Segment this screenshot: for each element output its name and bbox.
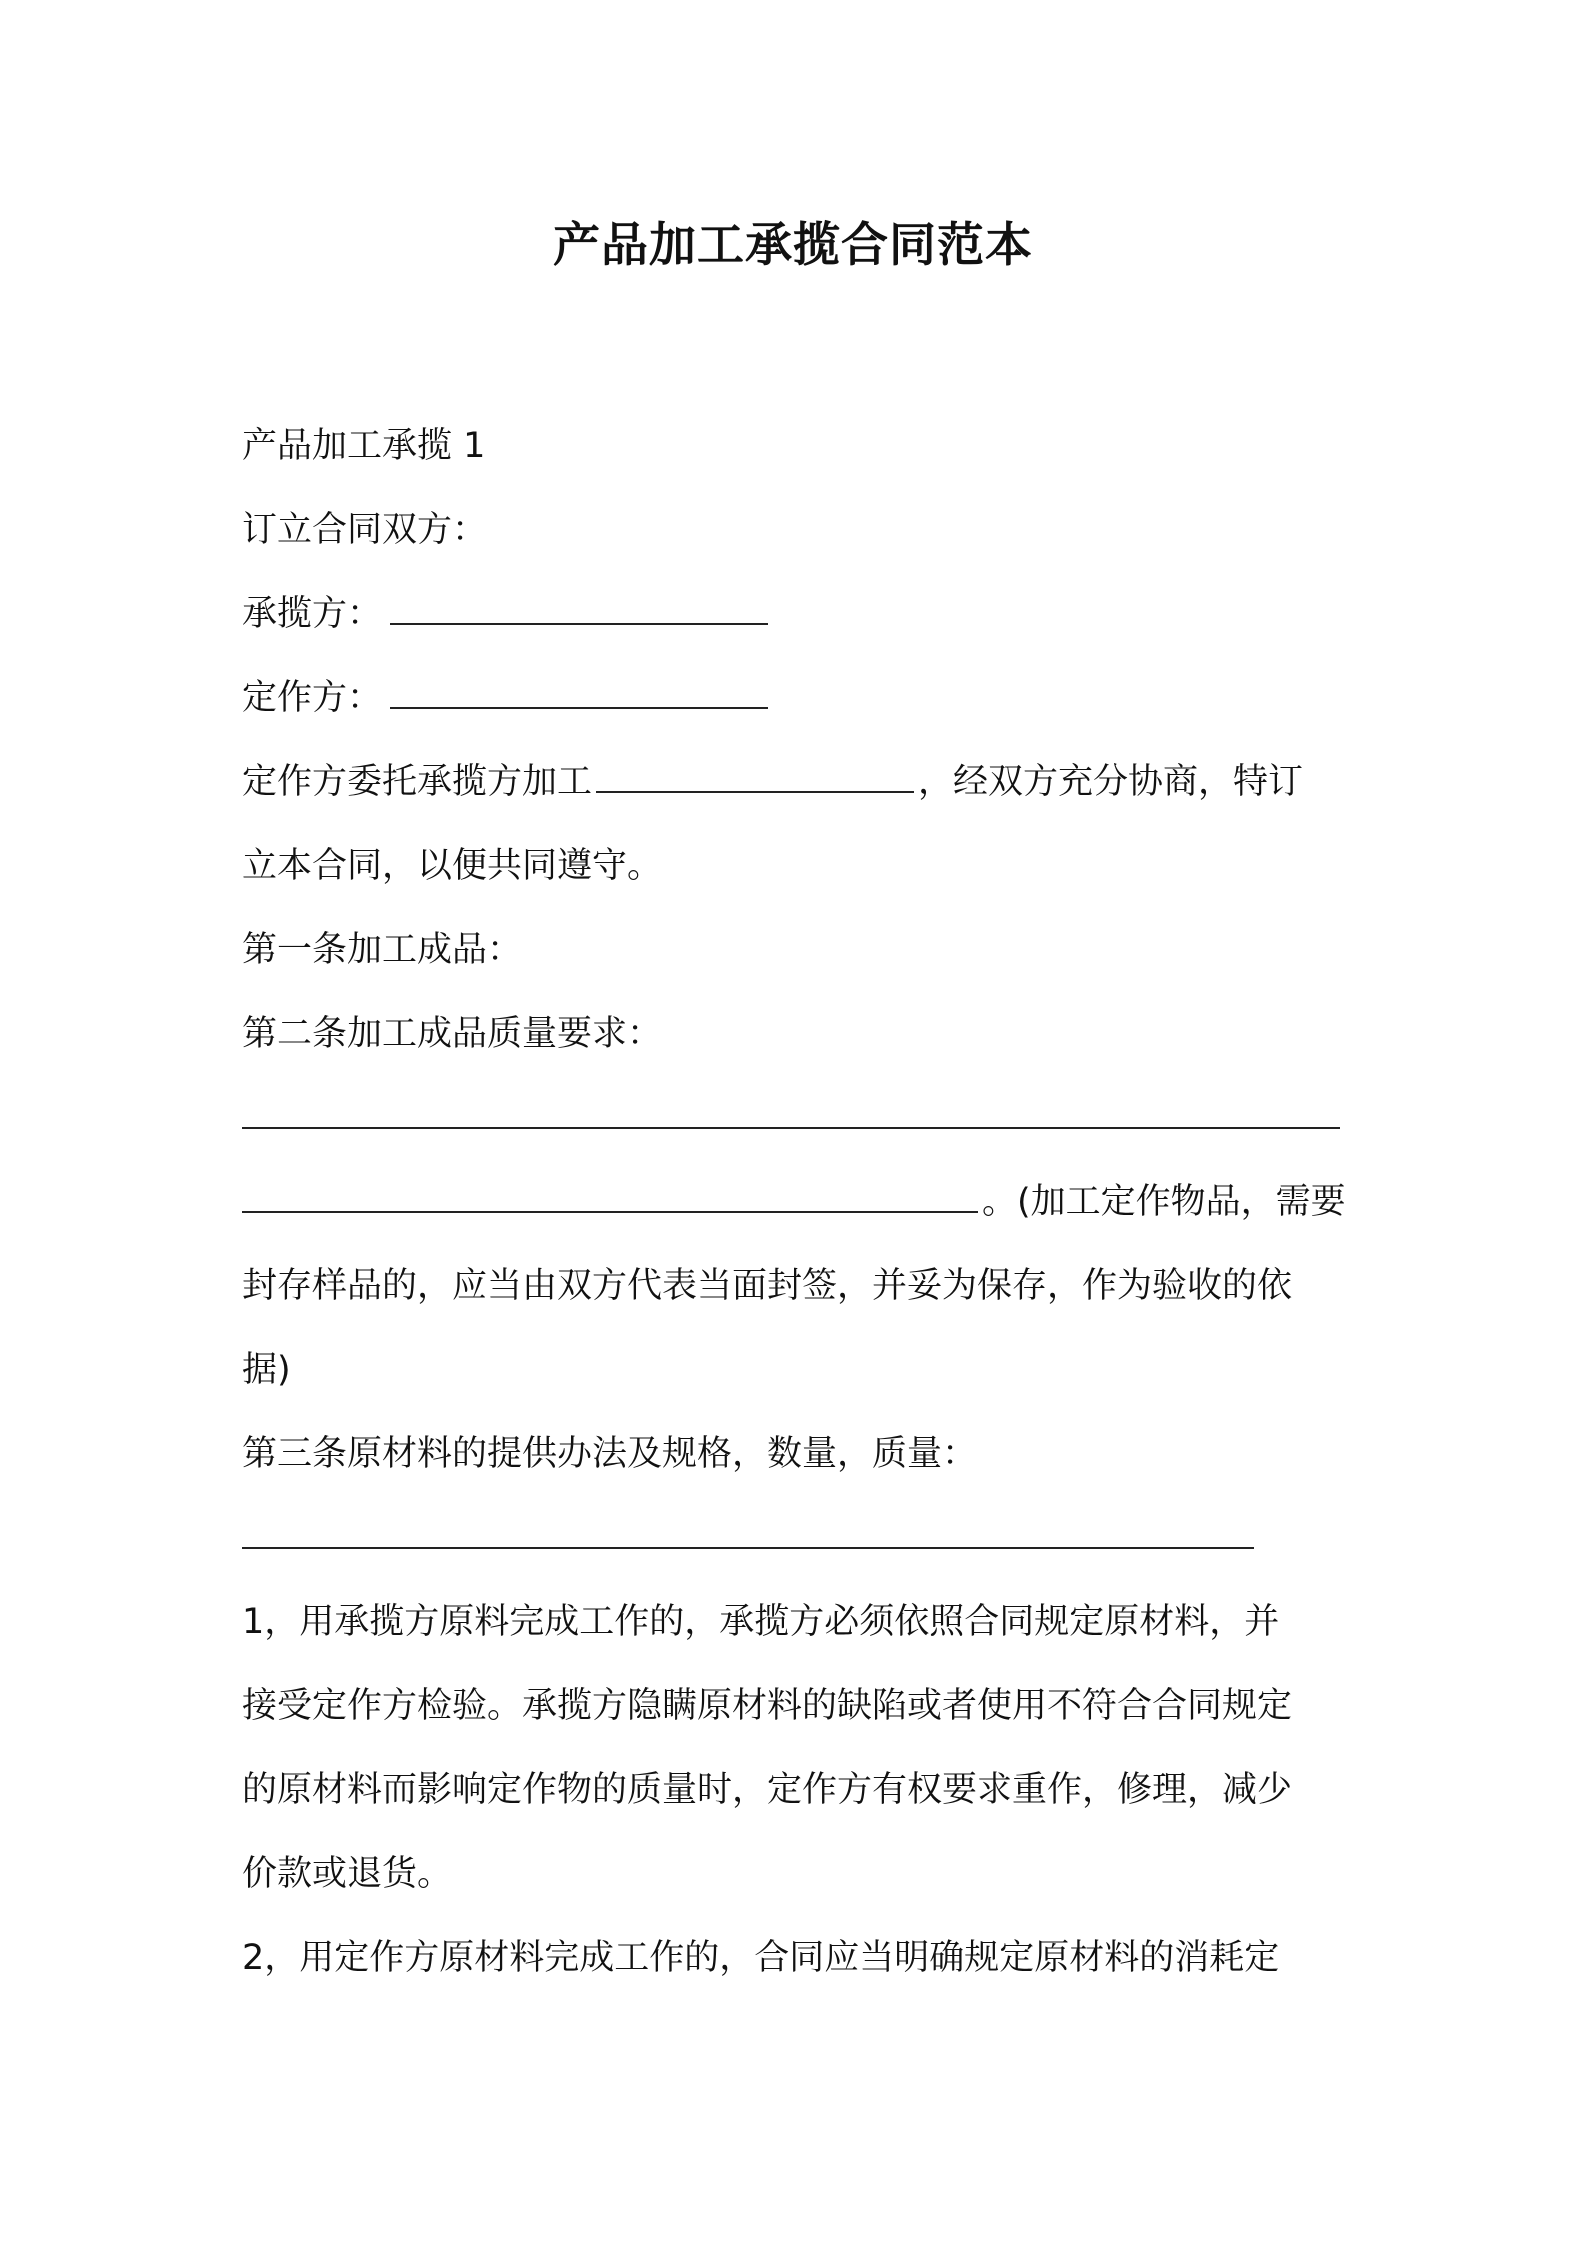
orderer-line bbox=[242, 656, 1357, 740]
article-2-tail: 。(加工定作物品，需要 bbox=[982, 1182, 1346, 1222]
commission-text-b: ，经双方充分协商，特订 bbox=[918, 762, 1304, 802]
contractor-label: 承揽方： bbox=[242, 594, 383, 634]
materials-blank-line bbox=[242, 1496, 1357, 1580]
materials-blank[interactable] bbox=[242, 1523, 1254, 1549]
document-body bbox=[242, 404, 1357, 2000]
article-3: 第三条原材料的提供办法及规格，数量，质量： bbox=[242, 1434, 978, 1474]
item-1-line-4: 价款或退货。 bbox=[242, 1854, 453, 1894]
quality-blank-line-2 bbox=[242, 1160, 1357, 1244]
orderer-blank[interactable] bbox=[390, 683, 768, 709]
contractor-line bbox=[242, 572, 1357, 656]
item-1-line-2: 接受定作方检验。承揽方隐瞒原材料的缺陷或者使用不符合合同规定 bbox=[242, 1686, 1293, 1726]
article-1: 第一条加工成品： bbox=[242, 930, 523, 970]
section-heading: 产品加工承揽 1 bbox=[242, 426, 486, 466]
item-1-line-1: 1，用承揽方原料完成工作的，承揽方必须依照合同规定原材料，并 bbox=[242, 1602, 1280, 1642]
document-title: 产品加工承揽合同范本 bbox=[553, 218, 1033, 273]
article-2: 第二条加工成品质量要求： bbox=[242, 1014, 663, 1054]
contractor-blank[interactable] bbox=[390, 599, 768, 625]
article-2-sample-note: 封存样品的，应当由双方代表当面封签，并妥为保存，作为验收的依 bbox=[242, 1266, 1293, 1306]
quality-blank-line bbox=[242, 1076, 1357, 1160]
article-2-sample-note-end: 据) bbox=[242, 1350, 291, 1390]
orderer-label: 定作方： bbox=[242, 678, 383, 718]
quality-blank[interactable] bbox=[242, 1103, 1340, 1129]
commission-text-a: 定作方委托承揽方加工 bbox=[242, 762, 593, 802]
item-2-line-1: 2，用定作方原材料完成工作的，合同应当明确规定原材料的消耗定 bbox=[242, 1938, 1280, 1978]
parties-intro: 订立合同双方： bbox=[242, 510, 488, 550]
item-1-line-3: 的原材料而影响定作物的质量时，定作方有权要求重作，修理，减少 bbox=[242, 1770, 1293, 1810]
commission-line-2: 立本合同，以便共同遵守。 bbox=[242, 846, 663, 886]
processing-item-blank[interactable] bbox=[596, 767, 914, 793]
commission-line bbox=[242, 740, 1357, 824]
quality-blank-2[interactable] bbox=[242, 1187, 978, 1213]
